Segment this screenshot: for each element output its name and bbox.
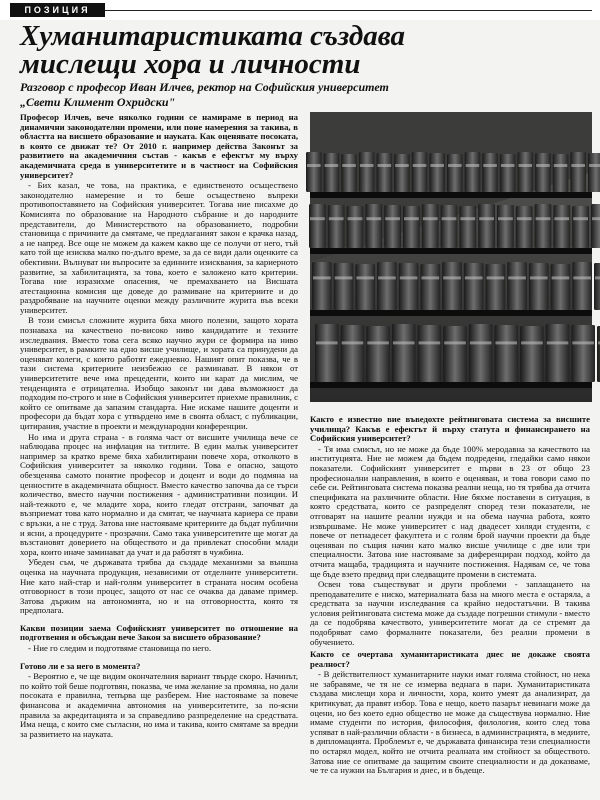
spine-label-band [536,217,551,220]
book-spine [341,154,357,192]
book-spine [365,204,382,248]
book-spine [442,262,462,310]
article-column-left [20,113,298,793]
interview-answer: В този смисъл сложните журита бяха много полезни, защото хората познаваха на качествено по-високо ниво кандидатите и техните изследвания. Вместо това сега всяко научно жури се формира на ниво университет, в рамките на едно висше училище, и хората са принудени да оценяват колеги, с които работят ежедневно. Нашият опит показва, че в тази система критериите неизбежно се разминават. В някои от университетите вече има прецеденти, които ни карат да мислим, че тенденцията е отрицателна. Изобщо законът ни дава възможност да подходим по-строго и ние в Софийския университет приехме правилник, с който се опитваме да запазим стандарта. Ние искаме нашите доценти и професори да бъдат хора с утвърдено име в своята област, с публикации, цитирания, участие в проекти и международни конференции. [20,315,298,431]
spine-label-band [356,276,374,279]
spine-label-band [466,164,480,167]
book-spine [482,153,498,192]
subheadline-line-2: „Свети Климент Охридски" [20,95,176,109]
book-spine [497,205,514,248]
book-spine [309,204,326,248]
book-spine [429,153,445,192]
book-spine [399,263,419,310]
spine-label-band [342,341,364,344]
interview-question: Както се очертава хуманитаристиката днес не докаже своята реалност? [310,649,590,669]
book-spine [494,325,518,382]
book-spine [347,206,364,248]
subheadline-line-1: Разговор с професор Иван Илчев, ректор на Софийския университет [20,80,389,94]
headline-line-1: Хуманитаристиката създава [20,20,405,52]
book-spine [570,152,586,192]
spine-label-band [460,217,475,220]
spine-label-band [348,217,363,220]
spine-label-band [335,276,353,279]
book-spine [535,153,551,192]
rubric-bar [0,0,600,20]
spine-label-band [430,164,444,167]
book-spine [384,205,401,248]
spine-label-band [423,217,438,220]
library-photo [310,112,592,402]
shelf-board [310,310,592,316]
spine-label-band [393,341,415,344]
book-spine [377,262,397,310]
interview-answer: Убеден съм, че държавата трябва да създаде механизми за външна оценка на научната продукция, независими от отделните университети. Ние като най-стар и най-голям университет в страната носим особена отговорност в този процес, защото от нас се очаква да даваме пример. Затова държим на автономията, но и на отговорността, която тя предполага. [20,557,298,616]
book-spine [403,206,420,248]
book-spine [447,154,463,192]
book-spine [341,325,365,382]
book-spine [422,204,439,248]
book-spine [469,324,493,382]
spine-label-band [554,217,569,220]
rubric-label: ПОЗИЦИЯ [10,3,105,17]
book-spine [366,326,390,382]
book-spine [591,204,600,248]
shelf-board [310,382,592,388]
subheadline [20,80,580,110]
spine-label-band [448,164,462,167]
headline [20,22,590,78]
book-spine [334,263,354,310]
book-spine [324,153,340,192]
book-spine [394,154,410,192]
interview-answer: - Ние го следим и подготвяме становища по него. [28,643,212,654]
spine-label-band [378,276,396,279]
spine-label-band [470,341,492,344]
spine-label-band [310,217,325,220]
spine-label-band [342,164,356,167]
book-spine [518,152,534,192]
rubric-divider [105,10,592,11]
spine-label-band [498,217,513,220]
bookshelves-image [310,112,592,402]
book-spine [328,205,345,248]
spine-label-band [501,164,515,167]
spine-label-band [316,341,338,344]
spine-label-band [400,276,418,279]
book-spine [306,152,322,192]
spine-label-band [366,217,381,220]
spine-label-band [589,164,600,167]
book-spine [516,206,533,248]
spine-label-band [385,217,400,220]
spine-label-band [444,341,466,344]
spine-label-band [519,164,533,167]
spine-label-band [517,217,532,220]
interview-answer: - В действителност хуманитарните науки имат голяма стойност, но нека не забравяме, че тя не се измерва веднага в пари. Хуманитаристиката създава мислещи хора и личности, хора, които умеят да анализират, да критикуват, да правят избор. Това е нещо, което пазарът невинаги може да оцени, но без което едно общество не може да съществува нормално. Ние имаме студенти по история, философия, филология, които след това успяват в най-различни области - в бизнеса, в администрацията, в медиите, в дипломацията. Проблемът е, че държавата финансира тези специалности по остарял модел, който не отчита реалната им стойност за обществото. Затова ние се опитваме да защитим своите специалности и да доказваме, че те са нужни на България и днес, и в бъдеще. [310,669,590,776]
book-spine [551,264,571,310]
interview-question: Какви позиции заема Софийският университет по отношение на подготвения и обсъждан вече Закон за висшето образование? [20,622,298,643]
spine-label-band [360,164,374,167]
book-spine [355,264,375,310]
book-spine [312,262,332,310]
book-spine [529,263,549,310]
book-spine [520,326,544,382]
spine-label-band [521,341,543,344]
spine-label-band [413,164,427,167]
spine-label-band [378,164,392,167]
book-spine [465,152,481,192]
spine-label-band [395,164,409,167]
book-spine [418,325,442,382]
book-spine [443,326,467,382]
article-column-right-bottom [310,650,590,795]
book-spine [459,206,476,248]
spine-label-band [552,276,570,279]
book-spine [546,324,570,382]
interview-answer: - Вероятно е, че ще видим окончателния вариант твърде скоро. Начинът, по който той беше подготвян, показва, че има желание за промяна, но дали посоката е правилна, тепърва ще разберем. Ние настояваме за повече финансова и академична автономия на университетите, за по-ясни правила за акредитацията и за справедливо разпределение на средствата. Има неща, с които сме съгласни, но има и такива, които смятаме за вредни за развитието на науката. [20,671,298,739]
book-spine [486,264,506,310]
book-spine [377,153,393,192]
spine-label-band [495,341,517,344]
book-spine [535,204,552,248]
spine-label-band [573,276,591,279]
spine-label-band [465,276,483,279]
shelf-board [310,248,592,254]
spine-label-band [530,276,548,279]
spine-label-band [571,164,585,167]
spine-label-band [367,341,389,344]
headline-line-2: мислещи хора и личности [20,48,361,80]
spine-label-band [307,164,321,167]
book-spine [420,264,440,310]
book-spine [553,154,569,192]
spine-label-band [572,341,594,344]
interview-answer: - Бих казал, че това, на практика, е единственото осъществено законодателно намерение и то беше осъществено въпреки противопоставянето на Софийския университет. Тогава ние писахме до Комисията по образование на Народното събрание и до народните представители, до Министерството на образованието, подробни становища с причините да смятаме, че предлаганият закон е крачка назад, а не напред. Все още не можем да кажем какво ще се получи от него, тъй като той ще изисква малко по-дълго време, за да се види дали оценките са обективни. Вълнуват ни въпросите за единните изисквания, за кариерното развитие, за хабилитацията, за това, което е заложено като критерии. Тогава ние изразихме опасения, че премахването на Висшата атестационна комисия ще доведе до размиване на критериите и до раздробяване на научните оценки между различните журита във всеки университет. [20,180,298,315]
spine-label-band [421,276,439,279]
interview-question: Готово ли е за него в момента? [20,660,141,671]
book-spine [594,263,600,310]
book-spine [392,324,416,382]
book-spine [441,205,458,248]
book-spine [553,205,570,248]
book-spine [588,153,600,192]
spine-label-band [479,217,494,220]
shelf-board [310,192,592,198]
book-spine [571,325,595,382]
spine-label-band [595,276,600,279]
spine-label-band [554,164,568,167]
spine-label-band [508,276,526,279]
book-spine [359,152,375,192]
book-spine [315,324,339,382]
article-column-right-top [310,414,590,647]
interview-answer: Но има и друга страна - в голяма част от висшите училища вече се наблюдава процес на инфлация на титлите. В един малък университет например за кратко време бяха хабилитирани повече хора, отколкото в Софийския университет за няколко години. Това е опасно, защото обезценява самото понятие професор и доцент и води до подмяна на ценностите в академичната общност. Вместо качество започва да се търси количество, вместо научни постижения - административни позиции. И най-тежкото е, че младите хора, които гледат отстрани, започват да възприемат това като нормално и да смятат, че научната кариера се прави с връзки, а не с труд. Затова ние настояваме критериите да бъдат публични и ясни, а процедурите - прозрачни. Само така университетите ще могат да възстановят доверието на обществото и да привлекат способни млади хора, които иначе заминават да учат и да работят в чужбина. [20,431,298,557]
book-spine [478,204,495,248]
book-spine [412,152,428,192]
spine-label-band [313,276,331,279]
spine-label-band [592,217,600,220]
spine-label-band [419,341,441,344]
spine-label-band [536,164,550,167]
spine-label-band [573,217,588,220]
book-spine [500,154,516,192]
spine-label-band [487,276,505,279]
spine-label-band [442,217,457,220]
interview-answer: - Тя има смисъл, но не може да бъде 100% меродавна за качеството на институцията. Ние не можем да бъдем подредени, гледайки само някои показатели. Софийският университет е първи в 23 от общо 23 професионални направления, в които е оценяван, и това говори само по себе си. Рейтинговата система показва реални неща, но тя трябва да отчита спецификата на различните области. Ние бяхме поставени в ситуация, в която средствата, които се разпределят според тези показатели, не отговарят на нашите реални нужди и на обема научна работа, която извършваме. Не може университет с над двадесет хиляди студенти, с повече от петнадесет факултета и с голям брой научни проекти да бъде оценяван по същия начин като малко висше училище с две или три специалности. Затова ние настояваме за диференциран подход, който да отчита мащаба, традицията и научните постижения. Надявам се, че това ще бъде взето предвид при следващите промени в системата. [310,443,590,579]
interview-question: Както е известно вие въведохте рейтинговата система за висшите училища? Какъв е ефектът й върху статута и финансирането на Софийския университет? [310,414,590,444]
spine-label-band [329,217,344,220]
spine-label-band [325,164,339,167]
book-spine [572,262,592,310]
book-spine [572,206,589,248]
book-spine [507,262,527,310]
spine-label-band [547,341,569,344]
spine-label-band [404,217,419,220]
spine-label-band [443,276,461,279]
spine-label-band [483,164,497,167]
interview-answer: Освен това съществуват и други проблеми - заплащането на преподавателите е ниско, материалната база на много места е остаряла, а средствата за научни изследвания са крайно недостатъчни. В такива условия рейтинговата система може да създаде погрешни стимули - вместо да се подобрява качеството, университетите могат да се стремят да подобряват само формалните показатели, без реални промени в обучението. [310,579,590,647]
interview-question: Професор Илчев, вече няколко години се намираме в период на динамични законодателни промени, или поне намерения за такива, в областта на висшето образование и науката. Как оценявате посоката, в която се движат те? От 2010 г. например действа Законът за развитието на академичния състав - какъв е ефектът му върху академичната среда в университетите и в частност на Софийския университет? [20,112,298,180]
book-spine [464,263,484,310]
